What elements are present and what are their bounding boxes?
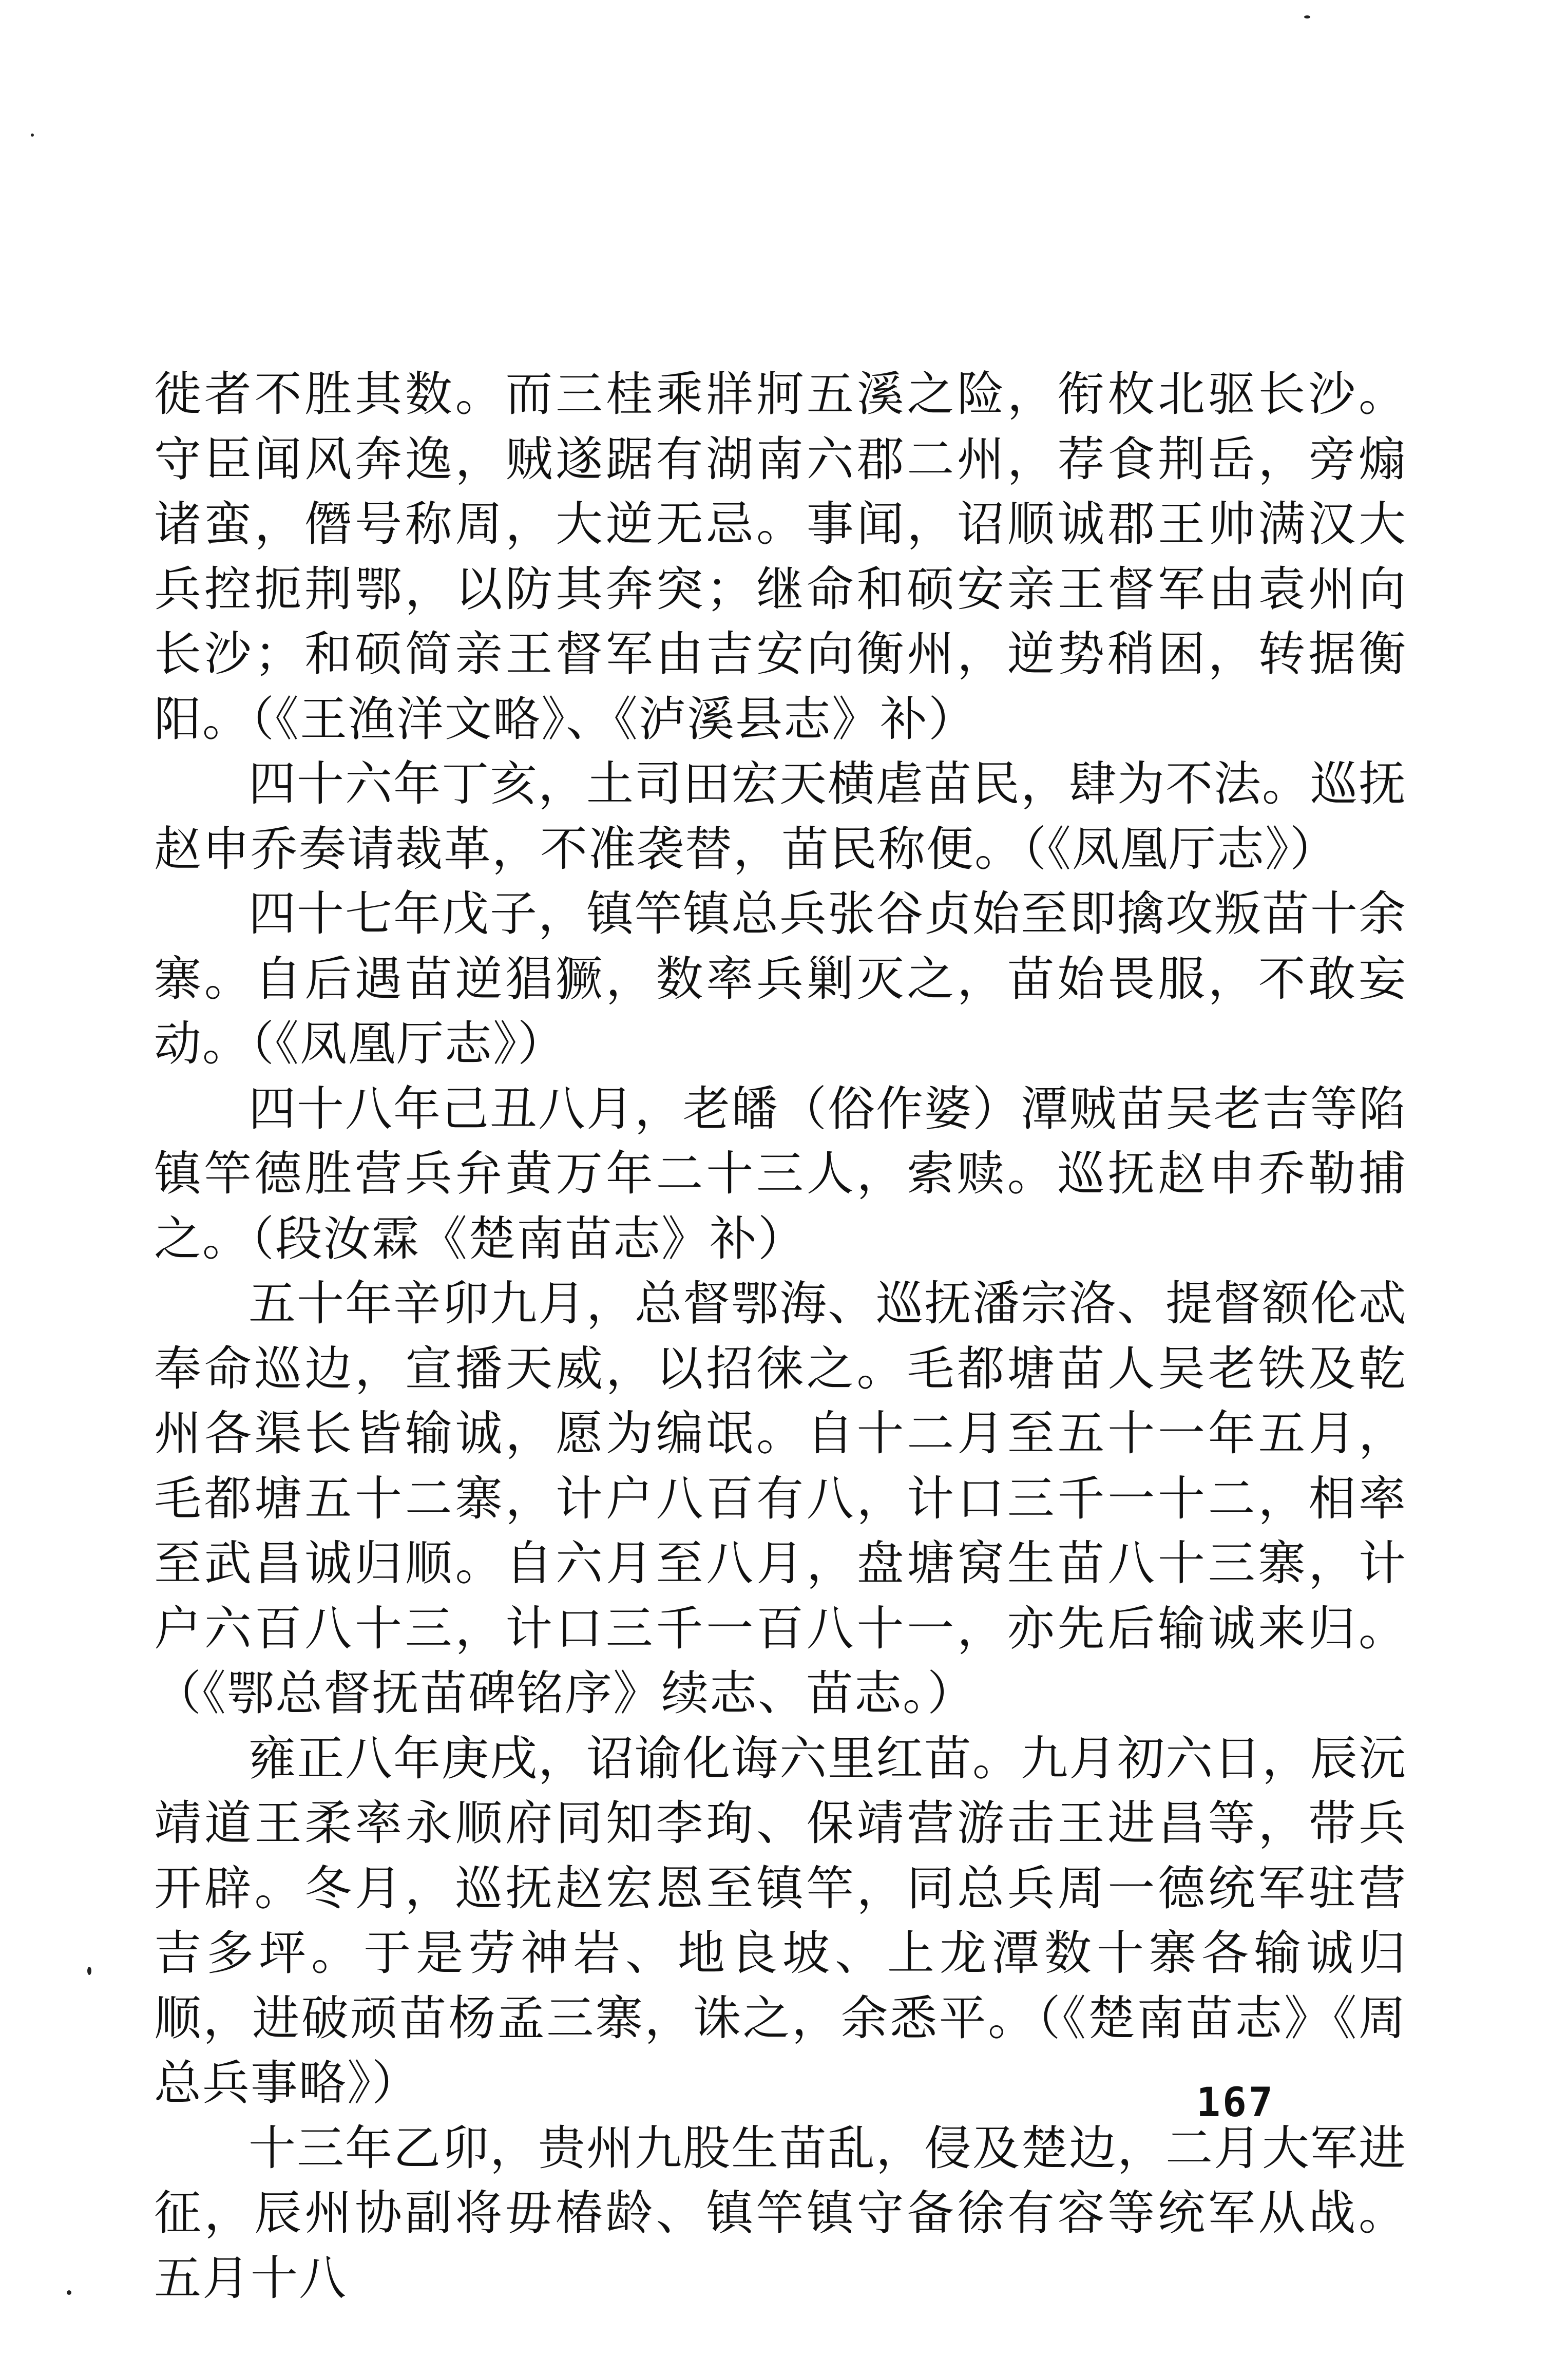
paragraph-year-47-wuzi: 四十七年戊子，镇竿镇总兵张谷贞始至即擒攻叛苗十余寨。自后遇苗逆猖獗，数率兵剿灭之，苗始畏服，不敢妄动。（《凤凰厅志》） (154, 886, 1407, 1071)
scan-speck (87, 1967, 91, 1975)
paragraph-continued-wu-sangui: 徙者不胜其数。而三桂乘牂牁五溪之险，衔枚北驱长沙。守臣闻风奔逸，贼遂踞有湖南六郡二州，荐食荆岳，旁煽诸蛮，僭号称周，大逆无忌。事闻，诏顺诚郡王帅满汉大兵控扼荆鄂，以防其奔突；继命和硕安亲王督军由袁州向长沙；和硕简亲王督军由吉安向衡州，逆势稍困，转据衡阳。（《王渔洋文略》、《泸溪县志》补） (154, 367, 1407, 747)
paragraph-year-50-xinmao: 五十年辛卯九月，总督鄂海、巡抚潘宗洛、提督额伦忒奉命巡边，宣播天威，以招徕之。毛都塘苗人吴老铁及乾州各渠长皆输诚，愿为编氓。自十二月至五十一年五月，毛都塘五十二寨，计户八百有八，计口三千一十二，相率至武昌诚归顺。自六月至八月，盘塘窝生苗八十三寨，计户六百八十三，计口三千一百八十一，亦先后输诚来归。（《鄂总督抚苗碑铭序》续志、苗志。） (154, 1276, 1407, 1721)
paragraph-year-48-jichou: 四十八年己丑八月，老皤（俗作婆）潭贼苗吴老吉等陷镇竿德胜营兵弁黄万年二十三人，索赎。巡抚赵申乔勒捕之。（段汝霖《楚南苗志》补） (154, 1081, 1407, 1266)
paragraph-year-46-dinghai: 四十六年丁亥，土司田宏天横虐苗民，肆为不法。巡抚赵申乔奏请裁革，不准袭替，苗民称便。（《凤凰厅志》） (154, 756, 1407, 877)
scan-speck (31, 134, 34, 137)
body-text (154, 362, 1407, 2311)
scan-speck (67, 2290, 71, 2295)
scan-speck (1304, 15, 1310, 18)
paragraph-yongzheng-8-gengxu: 雍正八年庚戌，诏谕化诲六里红苗。九月初六日，辰沅靖道王柔率永顺府同知李珣、保靖营游击王进昌等，带兵开辟。冬月，巡抚赵宏恩至镇竿，同总兵周一德统军驻营吉多坪。于是劳神岩、地良坡、上龙潭数十寨各输诚归顺，进破顽苗杨孟三寨，诛之，余悉平。（《楚南苗志》《周总兵事略》） (154, 1731, 1407, 2111)
page-number: 167 (1196, 2080, 1275, 2126)
paragraph-year-13-yimao: 十三年乙卯，贵州九股生苗乱，侵及楚边，二月大军进征，辰州协副将毋椿龄、镇竿镇守备徐有容等统军从战。五月十八 (154, 2120, 1407, 2306)
